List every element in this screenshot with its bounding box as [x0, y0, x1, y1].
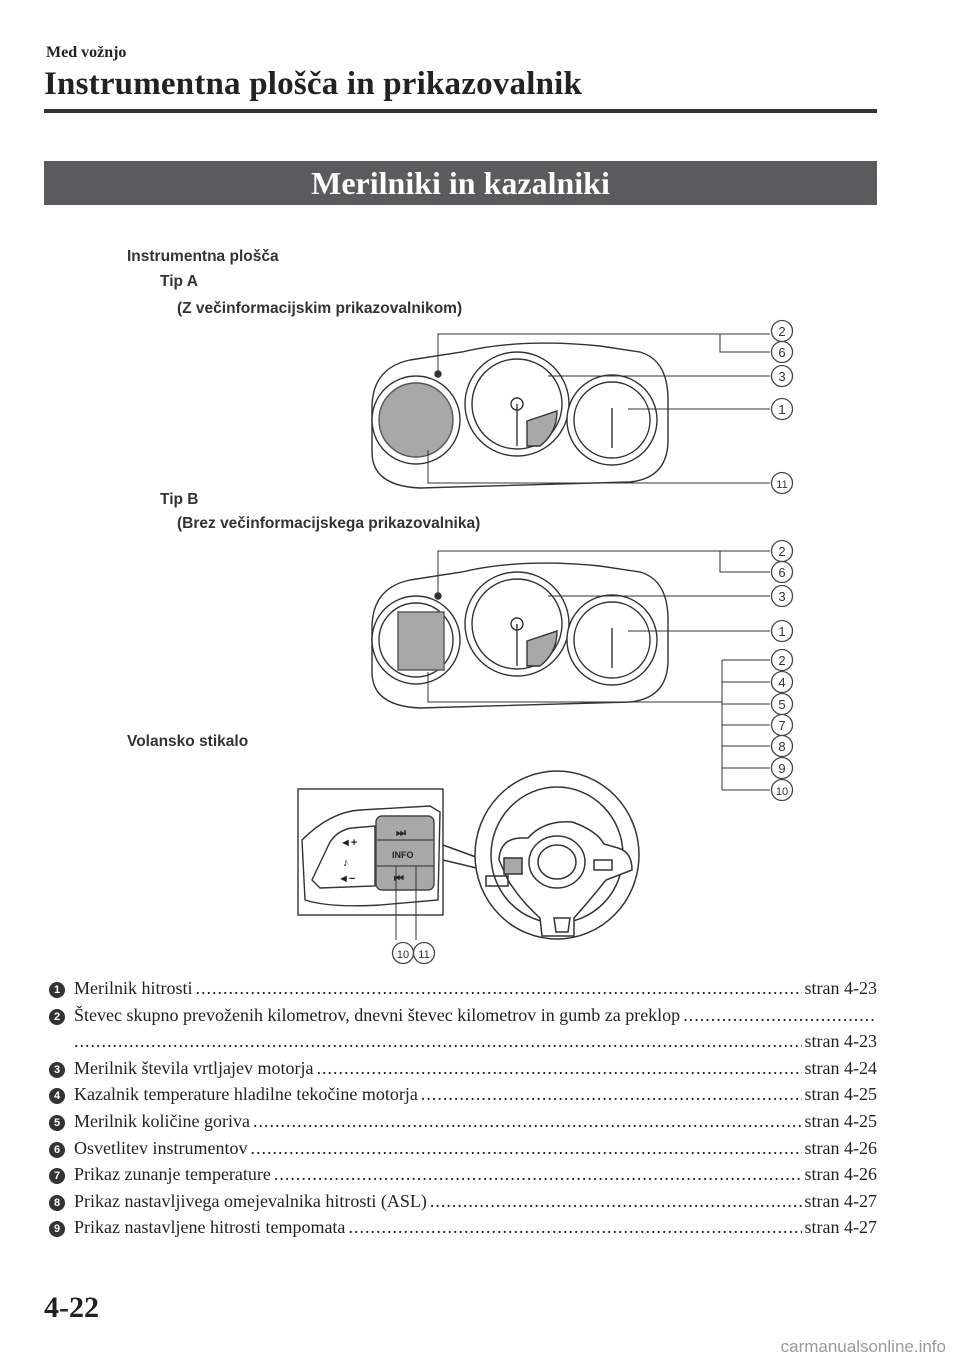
item-page-ref: stran 4-25 [804, 1110, 877, 1131]
svg-text:5: 5 [778, 697, 786, 712]
steering-wheel [443, 771, 639, 939]
list-item [49, 1081, 877, 1108]
item-page-ref: stran 4-25 [804, 1084, 877, 1105]
svg-text:7: 7 [778, 718, 786, 733]
svg-text:3: 3 [778, 589, 786, 604]
svg-text:2: 2 [778, 653, 786, 668]
item-number: 7 [49, 1168, 65, 1184]
svg-text:11: 11 [418, 949, 430, 961]
item-page-ref: stran 4-24 [804, 1057, 877, 1078]
svg-text:⏭: ⏭ [396, 827, 406, 839]
svg-text:11: 11 [776, 479, 788, 491]
list-item [49, 1135, 877, 1162]
item-number: 4 [49, 1088, 65, 1104]
svg-text:◄−: ◄− [338, 873, 356, 885]
item-page-ref: stran 4-27 [804, 1190, 877, 1211]
cluster-tip-b [372, 563, 668, 708]
svg-text:◄+: ◄+ [340, 837, 358, 849]
svg-text:8: 8 [778, 739, 786, 754]
item-text: Prikaz nastavljene hitrosti tempomata [74, 1217, 346, 1238]
section-label: Med vožnjo [46, 44, 127, 61]
svg-text:1: 1 [778, 402, 786, 417]
list-item [49, 1188, 877, 1215]
list-item [49, 1055, 877, 1082]
item-text: Osvetlitev instrumentov [74, 1137, 248, 1158]
svg-text:4: 4 [778, 675, 786, 690]
item-page-ref: stran 4-23 [804, 978, 877, 998]
watermark: carmanualsonline.info [780, 1337, 946, 1356]
svg-text:10: 10 [775, 786, 789, 798]
item-number: 5 [49, 1115, 65, 1131]
svg-text:⏮: ⏮ [394, 873, 404, 885]
svg-text:2: 2 [778, 544, 786, 559]
item-text: Kazalnik temperature hladilne tekočine motorja [74, 1084, 418, 1105]
item-number: 9 [49, 1221, 65, 1237]
item-text: Merilnik števila vrtljajev motorja [74, 1057, 314, 1078]
svg-text:6: 6 [778, 565, 786, 580]
item-number: 8 [49, 1195, 65, 1211]
item-text: Merilnik hitrosti [74, 978, 193, 998]
figure-heading: Instrumentna plošča [127, 248, 279, 265]
page-title: Instrumentna plošča in prikazovalnik [44, 66, 583, 102]
list-item [49, 975, 877, 1002]
item-text: Prikaz zunanje temperature [74, 1164, 271, 1185]
tip-b-note: (Brez večinformacijskega prikazovalnika) [177, 515, 481, 532]
list-item [49, 1214, 877, 1241]
item-number: 2 [49, 1009, 65, 1025]
svg-text:9: 9 [778, 761, 786, 776]
item-page-ref: stran 4-26 [804, 1164, 877, 1185]
list-item [49, 1161, 877, 1188]
item-page-ref: stran 4-26 [804, 1137, 877, 1158]
steering-label: Volansko stikalo [127, 733, 249, 750]
list-item [49, 1108, 877, 1135]
svg-text:10: 10 [396, 949, 410, 961]
section-banner: Merilniki in kazalniki [44, 161, 877, 205]
list-item [49, 1002, 877, 1029]
svg-text:1: 1 [778, 624, 786, 639]
tip-b-label: Tip B [160, 491, 199, 508]
item-page-ref: stran 4-27 [804, 1217, 877, 1238]
item-text: Merilnik količine goriva [74, 1110, 250, 1131]
list-item-continuation [49, 1028, 877, 1055]
item-number: 3 [49, 1062, 65, 1078]
item-text: Števec skupno prevoženih kilometrov, dnevni števec kilometrov in gumb za preklop [74, 1004, 681, 1025]
item-list [49, 975, 877, 1241]
svg-text:6: 6 [778, 345, 786, 360]
info-button-label: INFO [392, 850, 414, 860]
tip-a-note: (Z večinformacijskim prikazovalnikom) [177, 300, 463, 317]
item-text: Prikaz nastavljivega omejevalnika hitrosti (ASL) [74, 1190, 427, 1211]
page-number: 4-22 [44, 1291, 99, 1324]
item-page-ref: stran 4-23 [804, 1031, 877, 1052]
tip-a-label: Tip A [160, 273, 198, 290]
svg-text:3: 3 [778, 369, 786, 384]
item-number: 6 [49, 1142, 65, 1158]
cluster-tip-a [372, 343, 668, 488]
svg-text:♪: ♪ [343, 857, 349, 869]
steering-switch-inset [298, 789, 443, 940]
item-number: 1 [49, 982, 65, 998]
svg-text:2: 2 [778, 324, 786, 339]
